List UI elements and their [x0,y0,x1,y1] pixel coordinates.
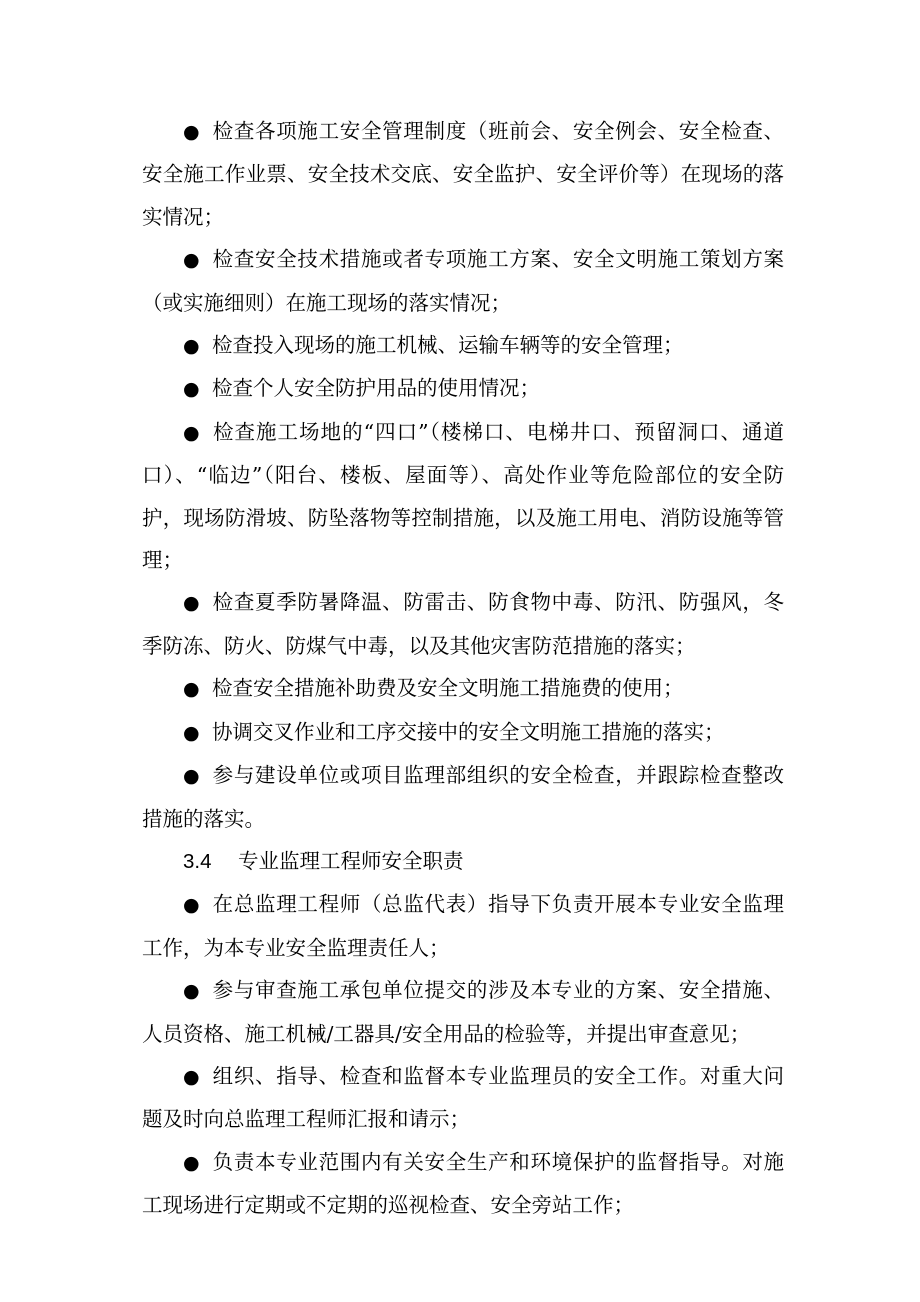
document-body [142,110,784,1227]
list-item-text: 检查安全技术措施或者专项施工方案、安全文明施工策划方案（或实施细则）在施工现场的落实情况； [142,247,784,315]
list-item [142,711,784,754]
list-item [142,110,784,238]
list-item-text: 检查各项施工安全管理制度（班前会、安全例会、安全检查、安全施工作业票、安全技术交底、安全监护、安全评价等）在现场的落实情况； [142,119,784,229]
bullet-icon: ● [183,894,200,917]
list-item [142,1141,784,1227]
list-item-text: 参与审查施工承包单位提交的涉及本专业的方案、安全措施、人员资格、施工机械/工器具/安全用品的检验等，并提出审查意见； [142,978,784,1046]
bullet-icon: ● [183,421,200,444]
bullet-icon: ● [183,1065,200,1088]
list-item [142,969,784,1055]
list-item [142,238,784,324]
list-item-text: 检查安全措施补助费及安全文明施工措施费的使用； [212,676,684,701]
bullet-icon: ● [183,1151,200,1174]
list-item-text: 检查夏季防暑降温、防雷击、防食物中毒、防汛、防强风，冬季防冻、防火、防煤气中毒，以及其他灾害防范措施的落实； [142,590,784,658]
list-item [142,581,784,667]
list-item [142,411,784,582]
list-item [142,754,784,840]
list-item [142,367,784,410]
bullet-icon: ● [183,765,200,788]
list-item [142,1055,784,1141]
list-item-text: 负责本专业范围内有关安全生产和环境保护的监督指导。对施工现场进行定期或不定期的巡视检查、安全旁站工作； [142,1149,784,1218]
bullet-icon: ● [183,335,200,358]
list-item-text: 参与建设单位或项目监理部组织的安全检查，并跟踪检查整改措施的落实。 [142,763,784,831]
list-item [142,667,784,710]
section-number: 3.4 [183,849,212,873]
bullet-icon: ● [183,592,200,615]
list-item-text: 检查个人安全防护用品的使用情况； [212,376,540,401]
bullet-icon: ● [183,678,200,701]
list-item-text: 在总监理工程师（总监代表）指导下负责开展本专业安全监理工作，为本专业安全监理责任人； [142,892,784,960]
list-item [142,883,784,969]
bullet-icon: ● [183,249,200,272]
list-item-text: 协调交叉作业和工序交接中的安全文明施工措施的落实； [212,719,725,744]
section-heading [142,840,784,883]
list-item [142,324,784,367]
list-item-text: 检查施工场地的“四口”（楼梯口、电梯井口、预留洞口、通道口）、“临边”（阳台、楼板、屋面等）、高处作业等危险部位的安全防护，现场防滑坡、防坠落物等控制措施，以及施工用电、消防设施等管理； [142,419,784,573]
section-title: 专业监理工程师安全职责 [238,848,464,873]
bullet-icon: ● [183,378,200,401]
list-item-text: 组织、指导、检查和监督本专业监理员的安全工作。对重大问题及时向总监理工程师汇报和请示； [142,1063,784,1132]
list-item-text: 检查投入现场的施工机械、运输车辆等的安全管理； [212,333,684,358]
bullet-icon: ● [183,721,200,744]
bullet-icon: ● [183,980,200,1003]
bullet-icon: ● [183,121,200,143]
